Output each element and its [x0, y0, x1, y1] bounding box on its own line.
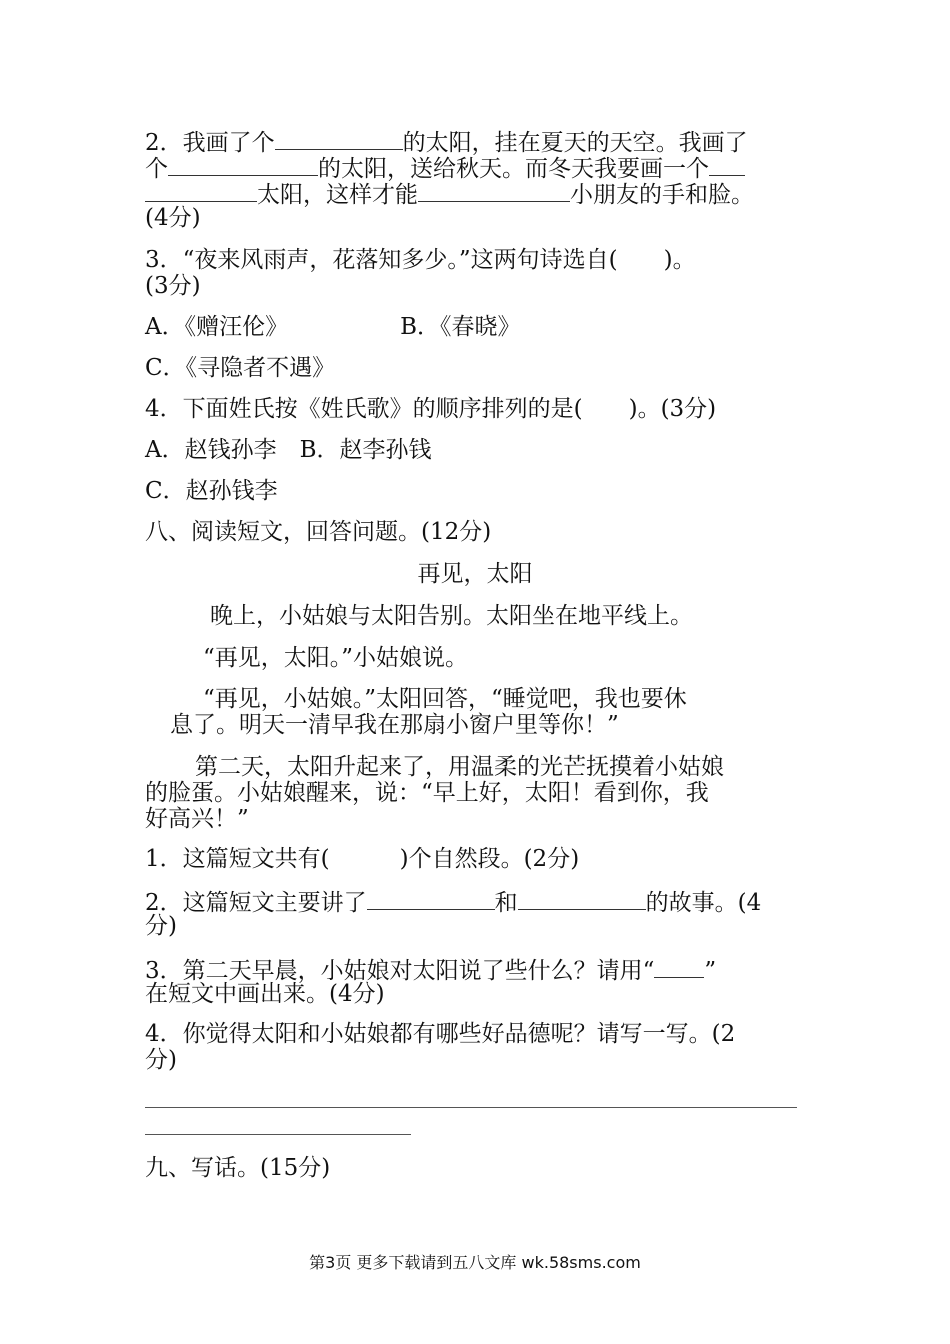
text-segment: 的脸蛋。小姑娘醒来，说：“早上好，太阳！看到你，我 [145, 780, 709, 806]
q8-sub2-line1 [145, 887, 805, 916]
q7-item2-line2 [145, 153, 805, 182]
fill-blank[interactable] [518, 887, 646, 910]
fill-blank[interactable] [168, 153, 318, 176]
q7-item2-line3 [145, 179, 805, 208]
text-segment: 3．第二天早晨，小姑娘对太阳说了些什么？请用“ [145, 958, 655, 984]
option-c[interactable]: C．赵孙钱李 [145, 478, 278, 504]
text-segment: 的故事。(4 [645, 890, 762, 916]
q8-sub2-line2 [145, 913, 805, 939]
text-segment: 在短文中画出来。(4分) [145, 981, 385, 1007]
q8-heading [145, 519, 805, 545]
text-segment: 好高兴！” [145, 806, 249, 832]
passage-paragraph-3-line2 [170, 712, 830, 738]
q7-item3-stem [145, 247, 805, 273]
text-segment: 4．你觉得太阳和小姑娘都有哪些好品德呢？请写一写。(2 [145, 1021, 736, 1047]
q7-item4-option-c-row [145, 478, 805, 504]
passage-paragraph-3-line1 [203, 686, 863, 712]
text-segment: )个自然段。(2分) [399, 846, 580, 872]
q8-sub3-line1 [145, 955, 805, 984]
section-heading: 九、写话。(15分) [145, 1155, 331, 1181]
text-segment: 分) [145, 1047, 177, 1073]
fill-blank[interactable] [145, 179, 257, 202]
passage-title [145, 561, 805, 587]
text-segment: 息了。明天一清早我在那扇小窗户里等你！” [170, 712, 619, 738]
option-a[interactable]: A．《赠汪伦》 [145, 314, 289, 340]
fill-blank[interactable] [367, 887, 495, 910]
q7-item3-options-row [145, 314, 805, 340]
text-segment: 小朋友的手和脸。 [570, 182, 754, 208]
text-segment: 太阳，这样才能 [257, 182, 418, 208]
q7-item2-score [145, 205, 805, 231]
text-segment: 晚上，小姑娘与太阳告别。太阳坐在地平线上。 [210, 603, 693, 629]
option-c[interactable]: C．《寻隐者不遇》 [145, 355, 336, 381]
q7-item4-stem [145, 396, 805, 422]
passage-paragraph-4-line3 [145, 806, 805, 832]
text-segment: 分) [145, 913, 177, 939]
q7-item3-score [145, 273, 805, 299]
option-ab[interactable]: A．赵钱孙李 B．赵李孙钱 [145, 437, 432, 463]
text-segment: 个 [145, 156, 168, 182]
q7-item3-option-c-row [145, 355, 805, 381]
underline-sample [654, 955, 704, 978]
text-segment: “再见，小姑娘。”太阳回答，“睡觉吧，我也要休 [203, 686, 687, 712]
text-segment: ” [704, 958, 717, 984]
option-b[interactable]: B．《春晓》 [400, 314, 521, 340]
fill-blank[interactable] [418, 179, 570, 202]
q8-sub1 [145, 846, 805, 872]
text-segment: 2．我画了个 [145, 130, 275, 156]
q7-item2-line1 [145, 127, 805, 156]
section-heading: 八、阅读短文，回答问题。(12分) [145, 519, 492, 545]
answer-line[interactable] [145, 1134, 411, 1135]
fill-blank[interactable] [709, 153, 745, 176]
q9-heading [145, 1155, 805, 1181]
text-segment: “再见，太阳。”小姑娘说。 [203, 645, 469, 671]
text-segment: 和 [494, 890, 518, 916]
text-segment: 1．这篇短文共有( [145, 846, 330, 872]
passage-paragraph-4-line2 [145, 780, 805, 806]
text-segment: 3．“夜来风雨声，花落知多少。”这两句诗选自( )。 [145, 247, 696, 273]
text-segment: 2．这篇短文主要讲了 [145, 890, 367, 916]
text-segment: (3分) [145, 273, 201, 299]
text-segment: 的太阳，送给秋天。而冬天我要画一个 [318, 156, 709, 182]
footer-text: 第3页 更多下载请到五八文库 wk.58sms.com [309, 1253, 641, 1272]
text-segment: 第二天，太阳升起来了，用温柔的光芒抚摸着小姑娘 [195, 754, 724, 780]
fill-blank[interactable] [275, 127, 403, 150]
page-footer [0, 1250, 950, 1273]
passage-paragraph-2 [203, 645, 863, 671]
text-segment: 4．下面姓氏按《姓氏歌》的顺序排列的是( )。(3分) [145, 396, 717, 422]
passage-title-text: 再见，太阳 [417, 561, 533, 587]
answer-line[interactable] [145, 1107, 797, 1108]
q8-sub4-line2 [145, 1047, 805, 1073]
passage-paragraph-4-line1 [195, 754, 855, 780]
q8-sub4-line1 [145, 1021, 805, 1047]
passage-paragraph-1 [210, 603, 870, 629]
text-segment: (4分) [145, 205, 201, 231]
q8-sub3-line2 [145, 981, 805, 1007]
q7-item4-options-row [145, 437, 805, 463]
text-segment: 的太阳，挂在夏天的天空。我画了 [402, 130, 748, 156]
